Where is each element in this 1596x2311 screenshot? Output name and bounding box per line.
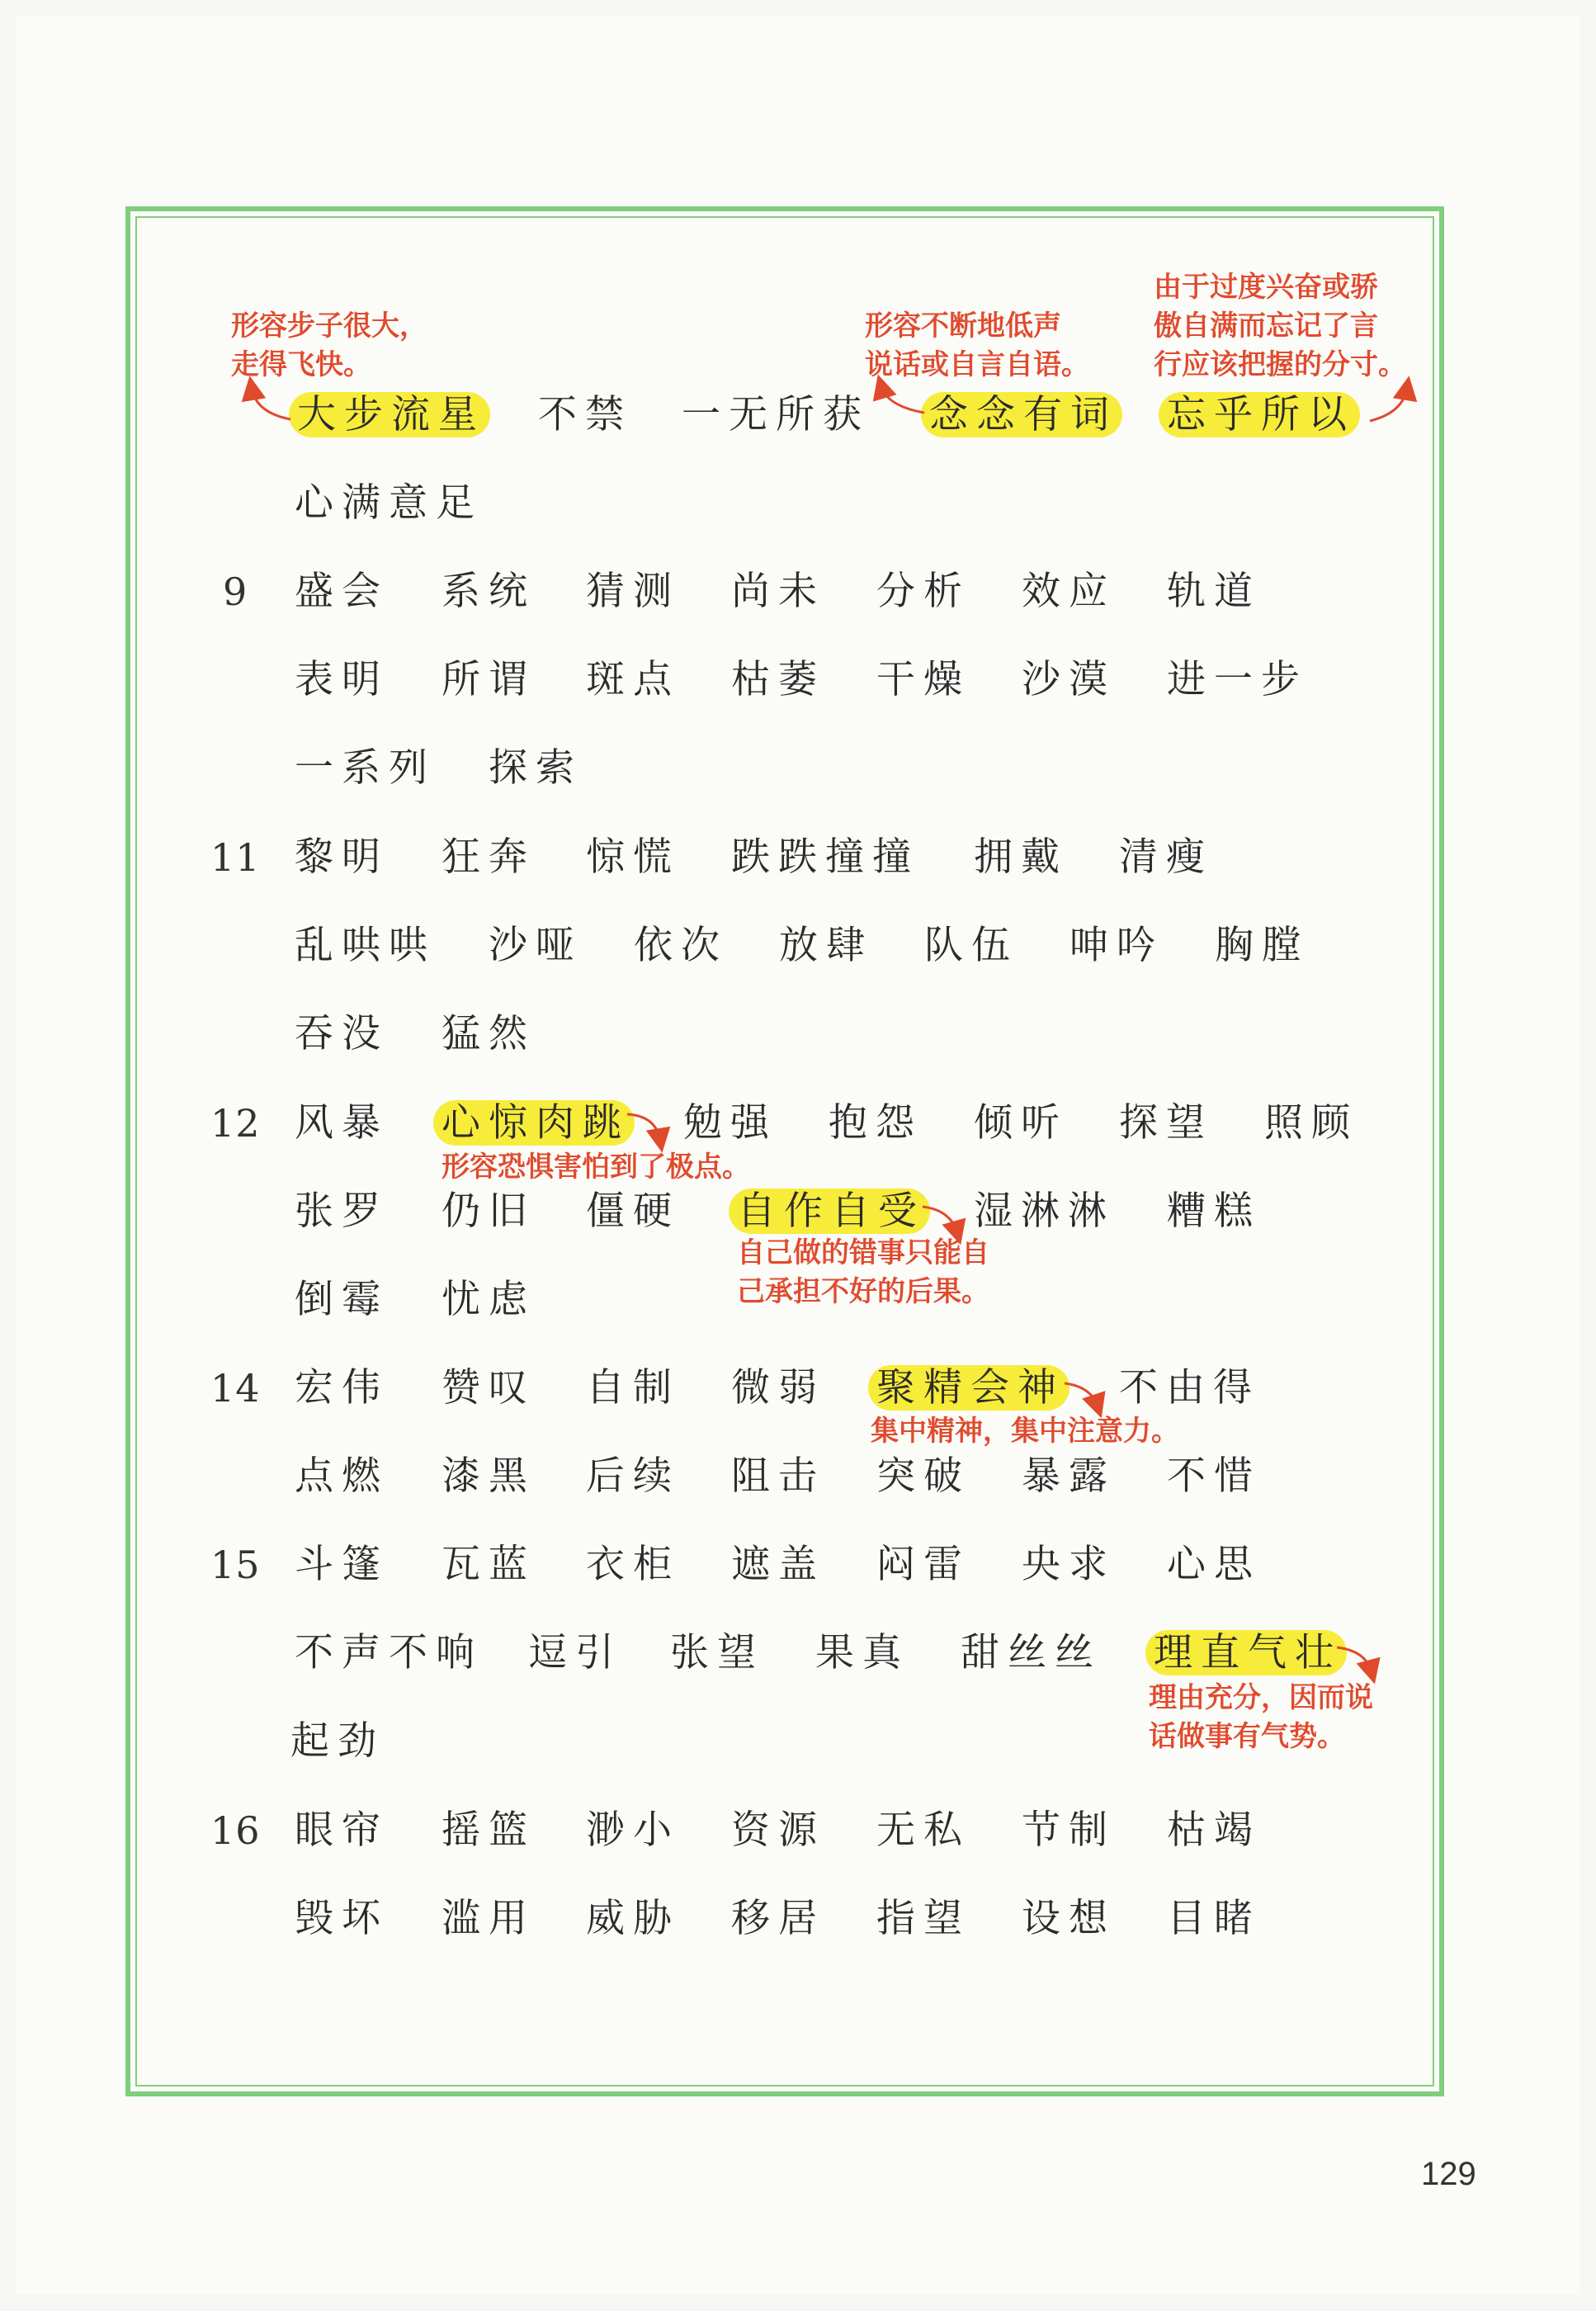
word: 阻击 bbox=[731, 1453, 825, 1499]
word: 糟糕 bbox=[1167, 1189, 1261, 1234]
word: 风暴 bbox=[295, 1100, 389, 1146]
word: 枯竭 bbox=[1167, 1808, 1261, 1853]
word: 仍旧 bbox=[441, 1189, 536, 1234]
word: 移居 bbox=[731, 1896, 825, 1941]
word: 忧虑 bbox=[441, 1277, 536, 1322]
word: 乱哄哄 bbox=[295, 923, 436, 968]
definition-note: 形容不断地低声 说话或自言自语。 bbox=[865, 310, 1089, 381]
word: 后续 bbox=[586, 1453, 680, 1499]
word: 表明 bbox=[295, 657, 389, 702]
definition-note: 形容恐惧害怕到了极点。 bbox=[441, 1151, 750, 1184]
word: 勉强 bbox=[683, 1100, 777, 1146]
word-dabuliuxing: 大步流星 bbox=[297, 386, 490, 444]
word: 效应 bbox=[1022, 569, 1116, 614]
lesson-12-line-3 bbox=[0, 1271, 1596, 1329]
word: 不声不响 bbox=[295, 1630, 483, 1675]
lesson-12-line-2 bbox=[0, 1183, 1596, 1241]
word: 漆黑 bbox=[441, 1453, 536, 1499]
word: 猛然 bbox=[441, 1011, 536, 1056]
definition-note: 自己做的错事只能自 己承担不好的后果。 bbox=[737, 1236, 989, 1308]
word: 瓦蓝 bbox=[441, 1542, 536, 1587]
word: 宏伟 bbox=[295, 1365, 389, 1411]
word: 目睹 bbox=[1167, 1896, 1261, 1941]
word: 不禁 bbox=[538, 392, 632, 437]
word-zizuozishou: 自作自受 bbox=[737, 1183, 930, 1241]
lesson-9-line-3 bbox=[0, 740, 1596, 797]
word: 闷雷 bbox=[876, 1542, 970, 1587]
lesson-number: 16 bbox=[210, 1808, 261, 1853]
word: 清瘦 bbox=[1119, 834, 1213, 880]
word: 僵硬 bbox=[586, 1189, 680, 1234]
word: 沙漠 bbox=[1022, 657, 1116, 702]
word: 抱怨 bbox=[829, 1100, 923, 1146]
word-xinjingroutiao: 心惊肉跳 bbox=[441, 1094, 635, 1152]
definition-note: 集中精神，集中注意力。 bbox=[871, 1415, 1179, 1448]
word: 探望 bbox=[1119, 1100, 1213, 1146]
word: 盛会 bbox=[295, 569, 389, 614]
word: 系统 bbox=[441, 569, 536, 614]
word: 倾听 bbox=[974, 1100, 1068, 1146]
word: 自制 bbox=[586, 1365, 680, 1411]
word: 赞叹 bbox=[441, 1365, 536, 1411]
word: 毁坏 bbox=[295, 1896, 389, 1941]
word: 渺小 bbox=[586, 1808, 680, 1853]
word: 不惜 bbox=[1167, 1453, 1261, 1499]
word: 摇篮 bbox=[441, 1808, 536, 1853]
word: 张罗 bbox=[295, 1189, 389, 1234]
word: 沙哑 bbox=[489, 923, 583, 968]
lesson-14-line-2 bbox=[0, 1448, 1596, 1505]
word: 分析 bbox=[876, 569, 970, 614]
word: 眼帘 bbox=[295, 1808, 389, 1853]
lesson-number: 11 bbox=[210, 835, 261, 880]
word: 资源 bbox=[731, 1808, 825, 1853]
lesson-9-line-1 bbox=[0, 563, 1596, 621]
word: 张望 bbox=[670, 1630, 764, 1675]
word: 遮盖 bbox=[731, 1542, 825, 1587]
lesson-14-line-1 bbox=[0, 1359, 1596, 1417]
word-jujinghuishen: 聚精会神 bbox=[876, 1359, 1070, 1417]
lesson-number: 14 bbox=[210, 1366, 261, 1411]
word: 微弱 bbox=[731, 1365, 825, 1411]
lesson-15-line-2 bbox=[0, 1624, 1596, 1682]
page-number: 129 bbox=[1421, 2156, 1476, 2192]
word: 依次 bbox=[634, 923, 728, 968]
word: 倒霉 bbox=[295, 1277, 389, 1322]
lesson-15-line-1 bbox=[0, 1536, 1596, 1594]
word: 起劲 bbox=[290, 1718, 385, 1764]
word: 点燃 bbox=[295, 1453, 389, 1499]
word: 暴露 bbox=[1022, 1453, 1116, 1499]
lesson-number: 9 bbox=[223, 569, 248, 614]
lesson-number: 15 bbox=[210, 1543, 261, 1587]
word: 进一步 bbox=[1167, 657, 1308, 702]
lesson-11-line-2 bbox=[0, 917, 1596, 975]
word: 甜丝丝 bbox=[961, 1630, 1102, 1675]
word: 衣柜 bbox=[586, 1542, 680, 1587]
word: 设想 bbox=[1022, 1896, 1116, 1941]
word: 指望 bbox=[876, 1896, 970, 1941]
lesson-11-line-3 bbox=[0, 1005, 1596, 1063]
word: 队伍 bbox=[924, 923, 1018, 968]
word-lizhiqizhuang: 理直气壮 bbox=[1154, 1624, 1347, 1682]
word: 节制 bbox=[1022, 1808, 1116, 1853]
word: 吞没 bbox=[295, 1011, 389, 1056]
word: 斗篷 bbox=[295, 1542, 389, 1587]
word: 一无所获 bbox=[682, 392, 870, 437]
word: 探索 bbox=[489, 745, 583, 791]
definition-note: 理由充分，因而说 话做事有气势。 bbox=[1149, 1681, 1373, 1753]
word: 威胁 bbox=[586, 1896, 680, 1941]
word: 心满意足 bbox=[295, 480, 483, 526]
intro-line-1 bbox=[0, 386, 1596, 444]
lesson-12-line-1 bbox=[0, 1094, 1596, 1152]
intro-line-2 bbox=[0, 475, 1596, 532]
word-niannianyouci: 念念有词 bbox=[929, 386, 1122, 444]
lesson-9-line-2 bbox=[0, 651, 1596, 709]
word: 湿淋淋 bbox=[974, 1189, 1115, 1234]
word: 猜测 bbox=[586, 569, 680, 614]
word: 放肆 bbox=[779, 923, 873, 968]
word: 心思 bbox=[1167, 1542, 1261, 1587]
lesson-16-line-1 bbox=[0, 1802, 1596, 1860]
word: 滥用 bbox=[441, 1896, 536, 1941]
word: 逗引 bbox=[528, 1630, 622, 1675]
definition-note: 由于过度兴奋或骄 傲自满而忘记了言 行应该把握的分寸。 bbox=[1154, 271, 1406, 381]
word: 惊慌 bbox=[586, 834, 680, 880]
word: 胸膛 bbox=[1215, 923, 1309, 968]
word: 黎明 bbox=[295, 834, 389, 880]
word-wanghusuoyi: 忘乎所以 bbox=[1167, 386, 1360, 444]
word: 斑点 bbox=[586, 657, 680, 702]
word: 所谓 bbox=[441, 657, 536, 702]
word: 一系列 bbox=[295, 745, 436, 791]
lesson-15-line-3 bbox=[0, 1713, 1596, 1770]
word: 拥戴 bbox=[974, 834, 1068, 880]
word: 果真 bbox=[815, 1630, 909, 1675]
word: 枯萎 bbox=[731, 657, 825, 702]
word: 照顾 bbox=[1264, 1100, 1358, 1146]
word: 无私 bbox=[876, 1808, 970, 1853]
word: 干燥 bbox=[876, 657, 970, 702]
lesson-11-line-1 bbox=[0, 829, 1596, 886]
definition-note: 形容步子很大， 走得飞快。 bbox=[231, 310, 427, 381]
word: 跌跌撞撞 bbox=[731, 834, 919, 880]
word: 突破 bbox=[876, 1453, 970, 1499]
word: 央求 bbox=[1022, 1542, 1116, 1587]
word: 狂奔 bbox=[441, 834, 536, 880]
word: 尚未 bbox=[731, 569, 825, 614]
word: 轨道 bbox=[1167, 569, 1261, 614]
word: 呻吟 bbox=[1070, 923, 1164, 968]
word: 不由得 bbox=[1119, 1365, 1260, 1411]
lesson-number: 12 bbox=[210, 1101, 261, 1146]
lesson-16-line-2 bbox=[0, 1890, 1596, 1948]
